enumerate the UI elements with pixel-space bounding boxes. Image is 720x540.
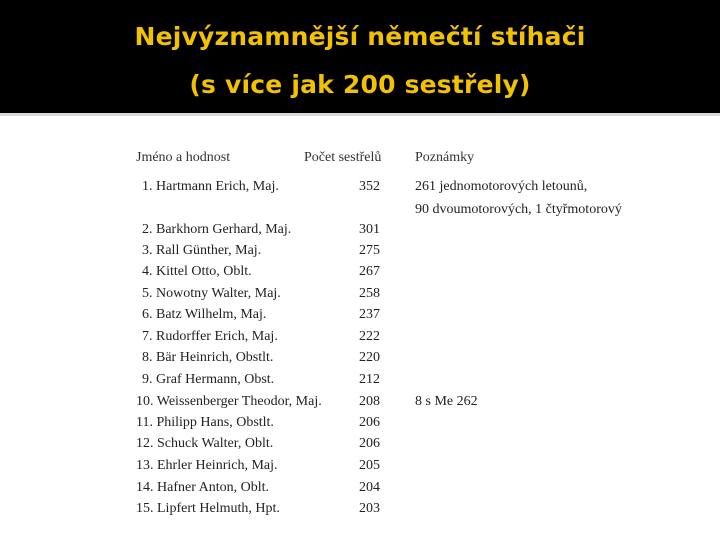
header-name: Jméno a hodnost xyxy=(136,150,231,165)
kill-count: 222 xyxy=(359,329,380,344)
table-row xyxy=(134,436,622,457)
pilot-name: 13. Ehrler Heinrich, Maj. xyxy=(136,458,278,473)
kill-count: 301 xyxy=(359,222,380,237)
pilot-name: 14. Hafner Anton, Oblt. xyxy=(136,480,269,495)
title-divider xyxy=(0,113,720,116)
kill-count: 212 xyxy=(359,372,380,387)
pilot-name: 15. Lipfert Helmuth, Hpt. xyxy=(136,501,280,516)
kill-count: 205 xyxy=(359,458,380,473)
pilot-name: 3. Rall Günther, Maj. xyxy=(142,243,262,258)
pilot-name: 12. Schuck Walter, Oblt. xyxy=(136,436,274,451)
pilot-name: 5. Nowotny Walter, Maj. xyxy=(142,286,281,301)
kill-count: 208 xyxy=(359,394,380,409)
table-row xyxy=(134,415,622,436)
pilot-name: 4. Kittel Otto, Oblt. xyxy=(142,264,252,279)
table-row xyxy=(134,286,622,307)
pilot-name: 11. Philipp Hans, Obstlt. xyxy=(136,415,274,430)
pilot-name: 9. Graf Hermann, Obst. xyxy=(142,372,275,387)
table-row xyxy=(134,501,622,516)
kill-count: 258 xyxy=(359,286,380,301)
pilot-name: 6. Batz Wilhelm, Maj. xyxy=(142,307,267,322)
table-row xyxy=(134,480,622,501)
table-row xyxy=(134,372,622,393)
kill-count: 352 xyxy=(359,179,380,194)
header-notes: Poznámky xyxy=(415,150,475,165)
pilot-note: 8 s Me 262 xyxy=(415,394,478,409)
table-row xyxy=(134,179,622,200)
pilot-note: 261 jednomotorových letounů, xyxy=(415,179,588,194)
kill-count: 267 xyxy=(359,264,380,279)
pilot-name: 8. Bär Heinrich, Obstlt. xyxy=(142,350,274,365)
title-bar xyxy=(0,0,720,113)
kill-count: 204 xyxy=(359,480,380,495)
table-row xyxy=(134,264,622,285)
table-row xyxy=(134,243,622,264)
kill-count: 203 xyxy=(359,501,380,516)
slide-title: Nejvýznamnější němečtí stíhači xyxy=(134,22,586,51)
pilot-name: 10. Weissenberger Theodor, Maj. xyxy=(136,394,322,409)
slide-subtitle: (s více jak 200 sestřely) xyxy=(189,70,531,99)
table-row xyxy=(134,350,622,371)
kill-count: 206 xyxy=(359,436,380,451)
pilot-name: 7. Rudorffer Erich, Maj. xyxy=(142,329,278,344)
table-row xyxy=(134,394,622,415)
table-row xyxy=(134,458,622,479)
pilot-name: 2. Barkhorn Gerhard, Maj. xyxy=(142,222,292,237)
scanned-table xyxy=(134,142,622,516)
kill-count: 275 xyxy=(359,243,380,258)
pilot-name: 1. Hartmann Erich, Maj. xyxy=(142,179,279,194)
table-row xyxy=(134,329,622,350)
kill-count: 220 xyxy=(359,350,380,365)
header-kills: Počet sestřelů xyxy=(304,150,382,165)
table-row xyxy=(134,307,622,328)
kill-count: 237 xyxy=(359,307,380,322)
table-row xyxy=(134,222,622,243)
pilot-note-continued: 90 dvoumotorových, 1 čtyřmotorový xyxy=(415,202,622,217)
kill-count: 206 xyxy=(359,415,380,430)
